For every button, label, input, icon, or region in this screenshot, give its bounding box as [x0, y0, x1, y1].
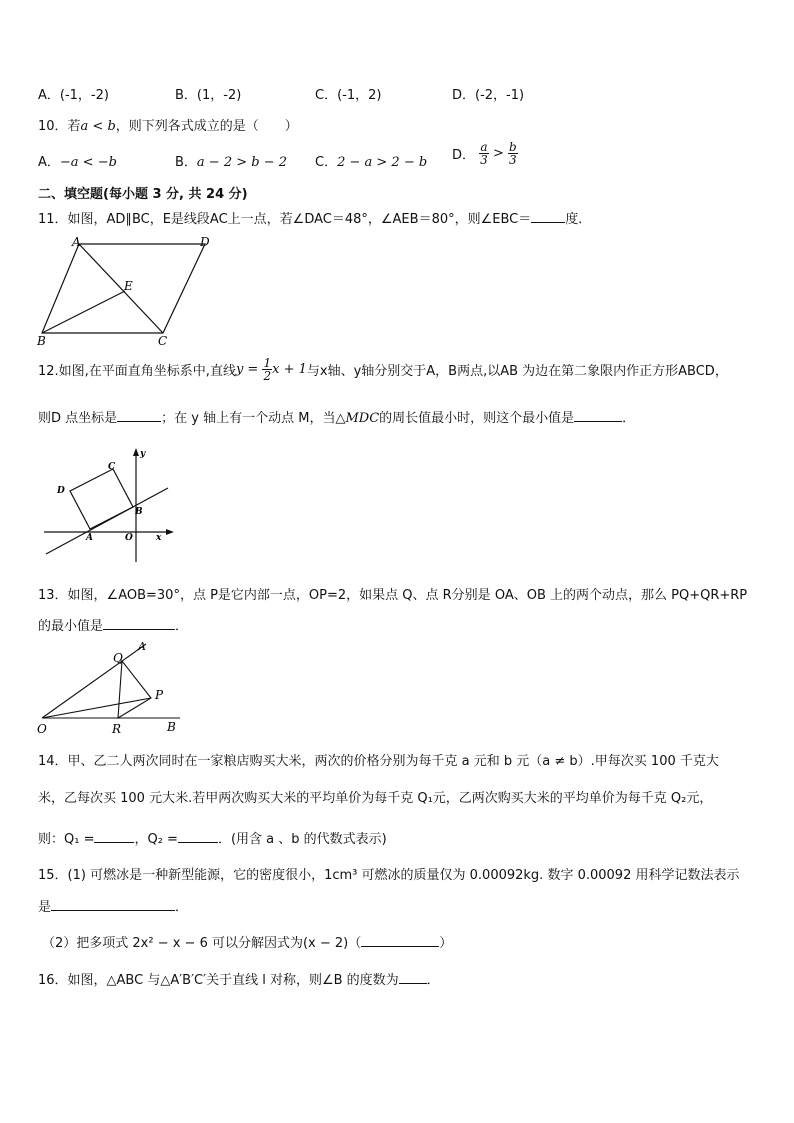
q11-segment-be: [42, 291, 125, 333]
q11-label-c: C: [158, 334, 168, 346]
q13-label-a: A: [138, 640, 146, 653]
q9-option-c: C．(-1，2): [315, 88, 382, 103]
q12-label-x: x: [156, 533, 162, 543]
q10-stem: 10．若a < b，则下列各式成立的是（ ）: [38, 119, 298, 134]
q16-text: 16．如图，△ABC 与△A′B′C′关于直线 l 对称，则∠B 的度数为 ．: [38, 973, 440, 988]
q12-y-arrow: [133, 448, 139, 456]
q12-label-o: O: [125, 533, 133, 543]
q15-part2: （2）把多项式 2x² − x − 6 可以分解因式为(x − 2)（ ）: [42, 936, 453, 951]
q14-line3: 则：Q₁ = ，Q₂ = ．(用含 a 、b 的代数式表示): [38, 832, 387, 847]
q13-label-r: R: [112, 722, 122, 736]
q15-line2: 是 ．: [38, 900, 189, 915]
q13-angle-figure: [34, 638, 184, 736]
q13-label-o: O: [37, 722, 47, 736]
q12-label-c: C: [108, 462, 116, 472]
q13-ray-oa: [42, 644, 146, 718]
q13-line1: 13．如图，∠AOB=30°，点 P是它内部一点，OP=2，如果点 Q、点 R分别是 OA、OB 上的两个动点，那么 PQ+QR+RP: [38, 588, 748, 603]
q10-option-b: B．a − 2 > b − 2: [175, 155, 288, 170]
q11-label-b: B: [37, 334, 46, 346]
q9-option-d: D．(-2，-1): [452, 88, 525, 103]
q10-option-c: C．2 − a > 2 − b: [315, 155, 428, 170]
q12-label-b: B: [135, 507, 143, 517]
q13-label-q: Q: [113, 651, 123, 665]
q11-parallelogram-figure: [30, 234, 220, 346]
q15-line1: 15．(1) 可燃冰是一种新型能源，它的密度很小，1cm³ 可燃冰的质量仅为 0.00092kg. 数字 0.00092 用科学记数法表示: [38, 868, 740, 883]
q14-line2: 米，乙每次买 100 元大米.若甲两次购买大米的平均单价为每千克 Q₁元，乙两次购买大米的平均单价为每千克 Q₂元，: [38, 791, 713, 806]
q12-line2: 则D 点坐标是 ；在 y 轴上有一个动点 M，当△MDC的周长值最小时，则这个最小值是 ．: [38, 411, 636, 426]
q9-option-b: B．(1，-2): [175, 88, 242, 103]
q10-option-a: A．−a < −b: [38, 155, 117, 170]
q12-label-d: D: [57, 486, 65, 496]
q12-coordinate-figure: [40, 444, 180, 566]
q10-option-d: D． $\frac{a}{3}$ > $\frac{b}{3}$: [452, 140, 517, 167]
q11-label-d: D: [200, 235, 210, 249]
section-title: 二、填空题(每小题 3 分, 共 24 分): [38, 187, 248, 202]
q13-line2: 的最小值是 ．: [38, 619, 189, 634]
q11-label-a: A: [72, 235, 81, 249]
q11-text: 11．如图，AD∥BC，E是线段AC上一点，若∠DAC＝48°，∠AEB＝80°，则∠EBC＝ 度．: [38, 212, 592, 227]
q13-label-p: P: [155, 688, 164, 702]
q12-line-ab: [46, 488, 168, 554]
q11-label-e: E: [124, 279, 133, 293]
q12-label-a: A: [86, 533, 93, 543]
q12-square-abcd: [70, 469, 133, 529]
q12-x-arrow: [166, 529, 174, 535]
q9-option-a: A．(-1，-2): [38, 88, 109, 103]
q11-diagonal-ac: [79, 244, 163, 333]
q13-triangle-pqr: [118, 661, 151, 718]
q14-line1: 14．甲、乙二人两次同时在一家粮店购买大米，两次的价格分别为每千克 a 元和 b 元（a ≠ b）.甲每次买 100 千克大: [38, 754, 719, 769]
q12-label-y: y: [140, 449, 146, 459]
q12-line1: 12.如图,在平面直角坐标系中,直线y = $\frac{1}{2}$ x + 1与x轴、y轴分别交于A，B两点,以AB 为边在第二象限内作正方形ABCD，: [38, 356, 728, 383]
q13-label-b: B: [167, 720, 176, 734]
